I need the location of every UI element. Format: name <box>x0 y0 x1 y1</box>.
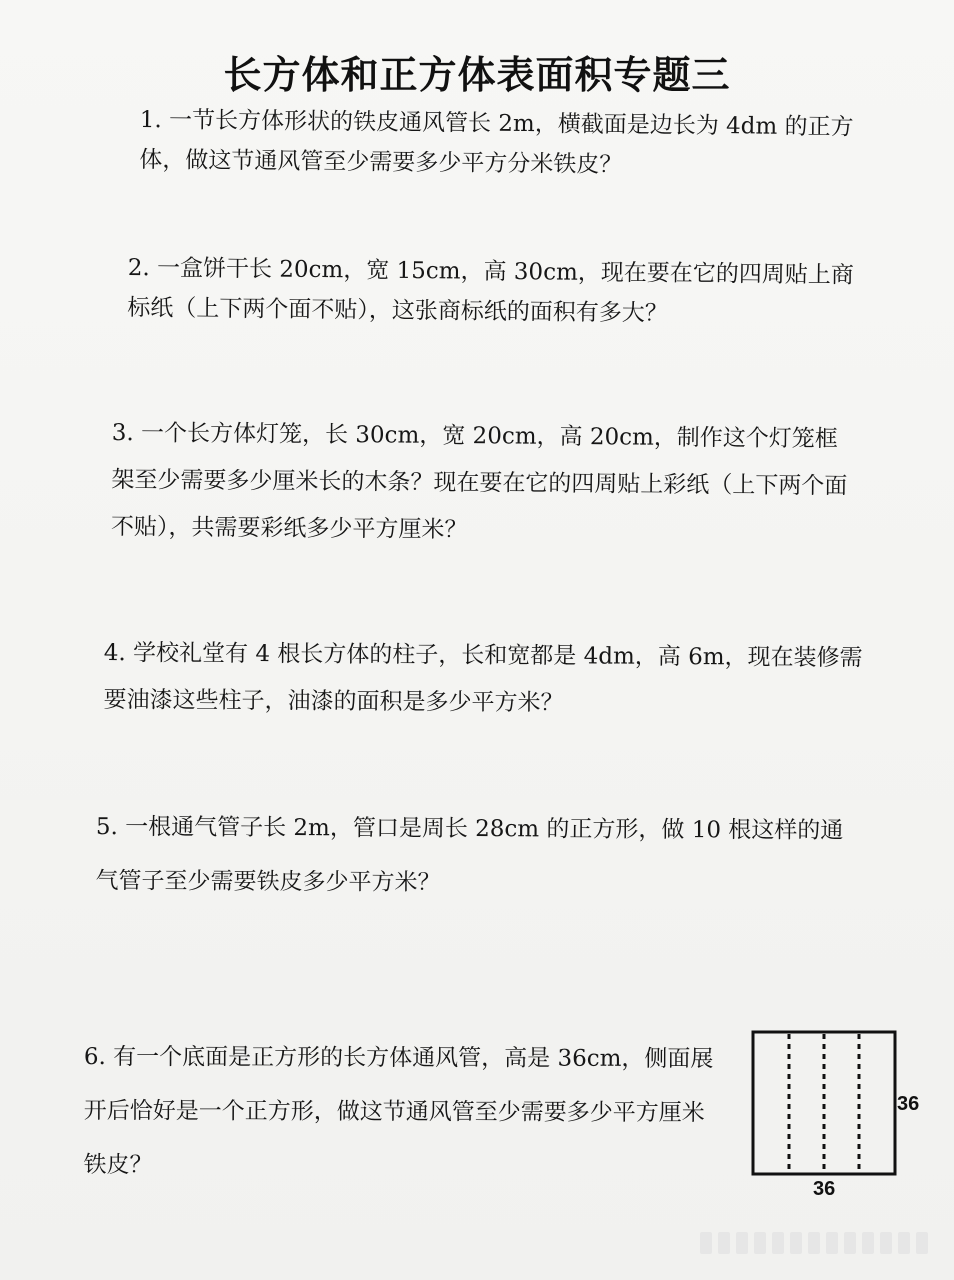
diagram-width-label: 36 <box>813 1178 836 1200</box>
diagram-square-outline <box>753 1032 895 1174</box>
question-4: 4. 学校礼堂有 4 根长方体的柱子，长和宽都是 4dm，高 6m，现在装修需要油漆这些柱子，油漆的面积是多少平方米？ <box>103 639 863 717</box>
question-3: 3. 一个长方体灯笼，长 30cm，宽 20cm，高 20cm，制作这个灯笼框架至少需要多少厘米长的木条？现在要在它的四周贴上彩纸（上下两个面不贴），共需要彩纸多少平方厘米？ <box>110 419 848 544</box>
question-6: 6. 有一个底面是正方形的长方体通风管，高是 36cm，侧面展开后恰好是一个正方形，做这节通风管至少需要多少平方厘米铁皮？ <box>83 1043 714 1179</box>
question-1: 1. 一节长方体形状的铁皮通风管长 2m，横截面是边长为 4dm 的正方体，做这节通风管至少需要多少平方分米铁皮？ <box>139 106 854 179</box>
page-title: 长方体和正方体表面积专题三 <box>223 52 731 97</box>
blurred-footer <box>700 1228 940 1258</box>
diagram-height-label: 36 <box>897 1093 920 1115</box>
question-5: 5. 一根通气管子长 2m，管口是周长 28cm 的正方形，做 10 根这样的通气管子至少需要铁皮多少平方米？ <box>95 813 844 896</box>
question-2: 2. 一盒饼干长 20cm，宽 15cm，高 30cm，现在要在它的四周贴上商标纸（上下两个面不贴），这张商标纸的面积有多大？ <box>127 254 854 327</box>
unfolded-side-diagram <box>745 1030 930 1205</box>
